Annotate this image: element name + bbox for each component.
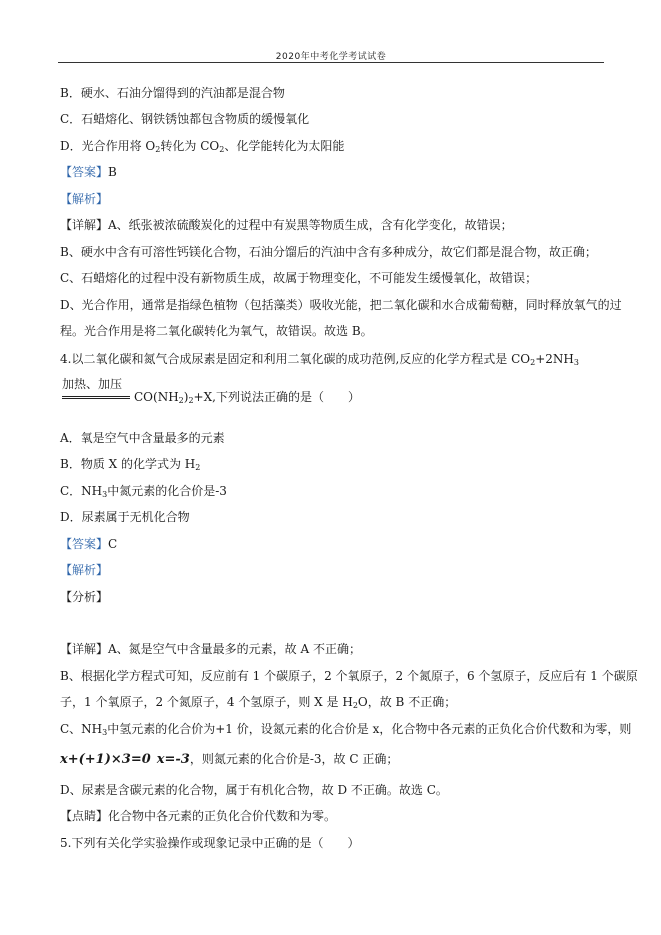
detail-text: 中氢元素的化合价为+1 价，设氮元素的化合价是 x，化合物中各元素的正负化合价代数和为零，则: [107, 722, 632, 736]
q4-fenxi-tag: 【分析】: [60, 590, 109, 604]
detail-text: ，则氮元素的化合价是-3，故 C 正确；: [189, 752, 399, 766]
q4-stem: [60, 352, 579, 366]
q4-option-c-text: C．NH: [60, 484, 103, 498]
q4-stem-text: 4.以二氧化碳和氮气合成尿素是固定和利用二氧化碳的成功范例,反应的化学方程式是 CO: [60, 352, 531, 366]
detail-tag: 【详解】: [60, 218, 109, 232]
subscript: 2: [188, 396, 194, 405]
subscript: 3: [573, 358, 579, 367]
q4-option-b-text: B．物质 X 的化学式为 H: [60, 457, 196, 471]
q3-option-d-text: 、化学能转化为太阳能: [224, 139, 345, 153]
q4-stem-text: +2NH: [535, 352, 574, 366]
answer-tag: 【答案】: [60, 165, 109, 179]
subscript: 2: [178, 396, 184, 405]
answer-tag: 【答案】: [60, 537, 109, 551]
answer-value: C: [108, 537, 118, 551]
q4-products-text: ): [183, 390, 189, 404]
q4-analysis-tag: 【解析】: [60, 563, 109, 577]
q3-answer: [60, 165, 117, 179]
reaction-arrow: [62, 396, 130, 399]
q4-detail-4: [60, 722, 631, 736]
q4-option-c: [60, 484, 227, 498]
point-text: 化合物中各元素的正负化合价代数和为零。: [108, 809, 337, 823]
detail-text: O，故 B 不正确；: [357, 695, 457, 709]
q3-option-c: C．石蜡熔化、钢铁锈蚀都包含物质的缓慢氧化: [60, 112, 310, 126]
detail-text: 子，1 个氧原子，2 个氮原子，4 个氢原子，则 X 是 H: [60, 695, 353, 709]
q4-option-d: D．尿素属于无机化合物: [60, 510, 190, 524]
detail-text: A、纸张被浓硫酸炭化的过程中有炭黑等物质生成，含有化学变化，故错误；: [108, 218, 513, 232]
reaction-condition: 加热、加压: [62, 377, 123, 391]
q4-detail-6: D、尿素是含碳元素的化合物，属于有机化合物，故 D 不正确。故选 C。: [60, 783, 448, 797]
q3-detail-5: 程。光合作用是将二氧化碳转化为氧气，故错误。故选 B。: [60, 324, 373, 338]
subscript: 2: [530, 358, 536, 367]
subscript: 2: [219, 145, 225, 154]
q5-stem: 5.下列有关化学实验操作或现象记录中正确的是（ ）: [60, 836, 360, 850]
equation-2: x=-3: [156, 752, 190, 767]
q3-option-d: [60, 139, 344, 153]
q3-option-b: B．硬水、石油分馏得到的汽油都是混合物: [60, 86, 285, 100]
q3-detail-4: D、光合作用，通常是指绿色植物（包括藻类）吸收光能，把二氧化碳和水合成葡萄糖，同时释放氧气的过: [60, 298, 622, 312]
subscript: 3: [102, 490, 108, 499]
q4-products-text: +X,下列说法正确的是（ ）: [193, 390, 360, 404]
q3-analysis-tag: 【解析】: [60, 192, 109, 206]
subscript: 2: [352, 701, 358, 710]
subscript: 3: [102, 728, 108, 737]
point-tag: 【点睛】: [60, 809, 109, 823]
q3-detail-2: B、硬水中含有可溶性钙镁化合物，石油分馏后的汽油中含有多种成分，故它们都是混合物，故正确；: [60, 245, 597, 259]
q4-option-a: A．氧是空气中含量最多的元素: [60, 431, 225, 445]
answer-value: B: [108, 165, 117, 179]
equation-1: x+(+1)×3=0: [60, 752, 151, 767]
q4-products-text: CO(NH: [134, 390, 179, 404]
q3-detail-3: C、石蜡熔化的过程中没有新物质生成，故属于物理变化，不可能发生缓慢氧化，故错误；: [60, 271, 538, 285]
header-rule: [58, 62, 604, 63]
q4-point: [60, 809, 336, 823]
q3-option-d-text: 转化为 CO: [160, 139, 220, 153]
detail-tag: 【详解】: [60, 642, 109, 656]
detail-text: A、氮是空气中含量最多的元素，故 A 不正确；: [108, 642, 361, 656]
q4-option-c-text: 中氮元素的化合价是-3: [107, 484, 227, 498]
q3-option-d-text: D．光合作用将 O: [60, 139, 156, 153]
detail-text: C、NH: [60, 722, 103, 736]
q4-detail-5: [60, 752, 398, 767]
q4-detail-2: B、根据化学方程式可知，反应前有 1 个碳原子，2 个氧原子，2 个氮原子，6 个氢原子，反应后有 1 个碳原: [60, 669, 638, 683]
q4-detail-1: [60, 642, 361, 656]
subscript: 2: [195, 463, 201, 472]
q3-detail-1: [60, 218, 513, 232]
page-header: 2020年中考化学考试试卷: [275, 52, 387, 62]
q4-option-b: [60, 457, 200, 471]
q4-answer: [60, 537, 117, 551]
q4-products: [134, 390, 360, 404]
subscript: 2: [155, 145, 161, 154]
q4-detail-3: [60, 695, 456, 709]
